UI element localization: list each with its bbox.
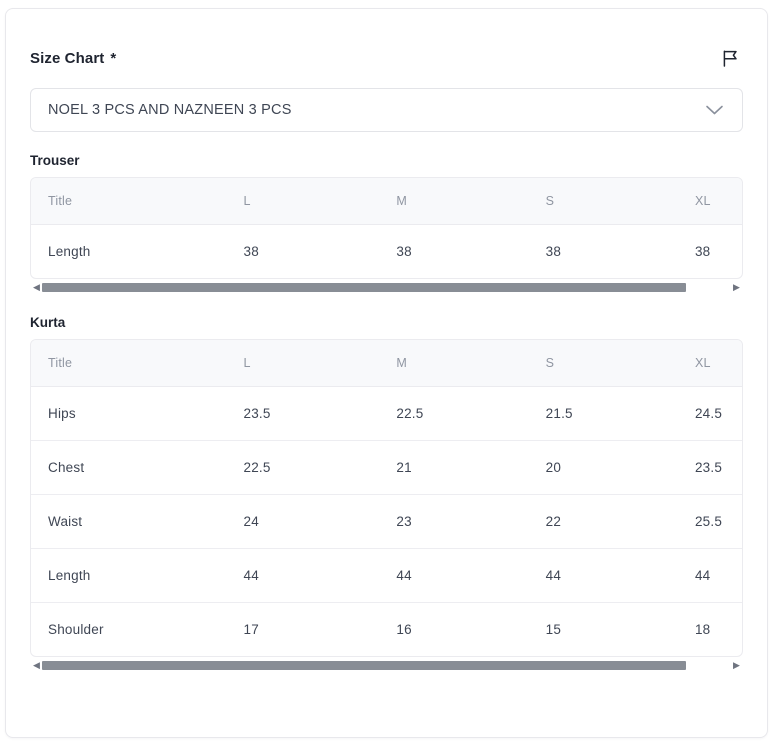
column-header: L [227, 178, 380, 225]
cell-value: 18 [694, 622, 711, 637]
table-row [31, 549, 742, 603]
chevron-down-icon [705, 104, 724, 116]
cell-value: 24.5 [678, 387, 742, 441]
cell-title: Shoulder [48, 622, 104, 637]
scroll-left-arrow-icon[interactable]: ◀ [33, 281, 40, 292]
scroll-right-arrow-icon[interactable]: ▶ [733, 281, 740, 292]
table-row [31, 387, 742, 441]
cell-value: 21 [379, 441, 528, 495]
cell-value: 23.5 [678, 441, 742, 495]
scroll-right-arrow-icon[interactable]: ▶ [733, 659, 740, 670]
cell-title: Length [48, 244, 91, 259]
column-header: Title [31, 178, 227, 225]
cell-value: 22.5 [379, 387, 528, 441]
column-header: S [529, 340, 678, 387]
table-kurta [31, 340, 742, 656]
table-label-trouser: Trouser [30, 153, 80, 168]
cell-title: Waist [31, 495, 227, 549]
size-table-trouser [30, 177, 743, 279]
cell-value: 38 [243, 244, 259, 259]
horizontal-scrollbar-kurta[interactable] [30, 657, 743, 672]
column-header: M [379, 340, 528, 387]
cell-title: Length [31, 549, 227, 603]
column-header: S [529, 178, 678, 225]
column-header: XL [678, 178, 742, 225]
table-header-row [31, 178, 742, 225]
cell-value: 24 [227, 495, 380, 549]
flag-icon[interactable] [717, 45, 743, 71]
cell-value: 17 [243, 622, 259, 637]
product-select[interactable] [30, 88, 743, 132]
column-header: M [379, 178, 528, 225]
cell-value: 23.5 [227, 387, 380, 441]
scrollbar-thumb[interactable] [42, 661, 686, 670]
cell-title: Chest [31, 441, 227, 495]
horizontal-scrollbar-trouser[interactable] [30, 279, 743, 294]
cell-title: Hips [31, 387, 227, 441]
cell-value: 44 [379, 549, 528, 603]
required-marker: * [110, 49, 117, 67]
cell-value: 44 [529, 549, 678, 603]
table-row [31, 441, 742, 495]
cell-value: 21.5 [529, 387, 678, 441]
scrollbar-track[interactable] [42, 660, 731, 671]
cell-value: 44 [678, 549, 742, 603]
table-row [31, 603, 742, 657]
cell-value: 38 [694, 244, 711, 259]
column-header: Title [31, 340, 227, 387]
section-title-text: Size Chart [30, 49, 105, 67]
scroll-left-arrow-icon[interactable]: ◀ [33, 659, 40, 670]
size-table-kurta [30, 339, 743, 657]
table-row [31, 495, 742, 549]
cell-value: 23 [379, 495, 528, 549]
cell-value: 20 [529, 441, 678, 495]
cell-value: 22 [529, 495, 678, 549]
table-trouser [31, 178, 742, 278]
table-label-kurta: Kurta [30, 315, 66, 330]
table-header-row [31, 340, 742, 387]
cell-value: 25.5 [678, 495, 742, 549]
size-chart-header [30, 9, 743, 71]
page-title [30, 50, 116, 67]
table-row [31, 225, 742, 279]
column-header: L [227, 340, 380, 387]
cell-value: 22.5 [227, 441, 380, 495]
product-select-value: NOEL 3 PCS AND NAZNEEN 3 PCS [48, 102, 292, 118]
cell-value: 15 [545, 622, 562, 637]
scrollbar-track[interactable] [42, 282, 731, 293]
scrollbar-thumb[interactable] [42, 283, 686, 292]
column-header: XL [678, 340, 742, 387]
cell-value: 16 [396, 622, 412, 637]
cell-value: 38 [396, 244, 412, 259]
cell-value: 38 [545, 244, 562, 259]
size-chart-card [5, 8, 768, 738]
cell-value: 44 [227, 549, 380, 603]
